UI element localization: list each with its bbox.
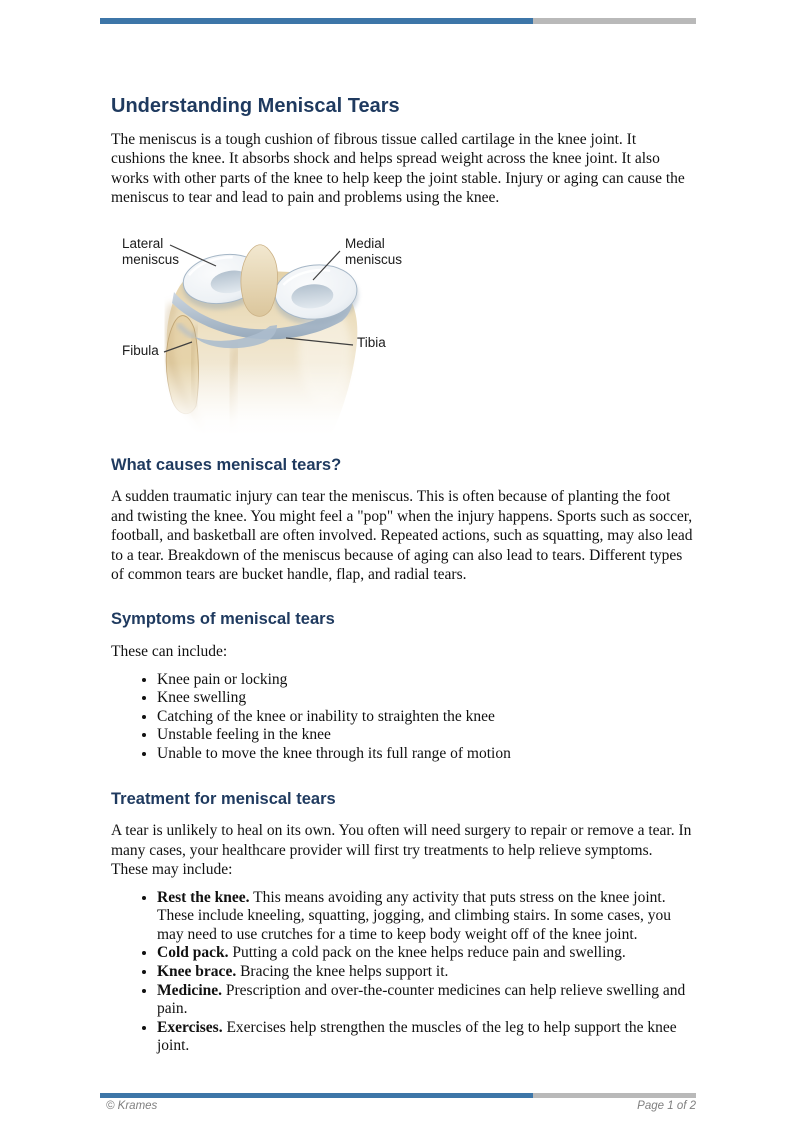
knee-anatomy-figure bbox=[100, 228, 682, 440]
figure-label-lateral-meniscus: Lateral meniscus bbox=[122, 235, 180, 267]
bullet-lead: Cold pack. bbox=[157, 944, 229, 962]
symptoms-list bbox=[111, 671, 693, 764]
intro-paragraph: The meniscus is a tough cushion of fibrous tissue called cartilage in the knee joint. It cushions the knee. It absorbs shock and helps spread weight across the knee joint. It also works with other parts of the knee to help keep the joint stable. Injury or aging can cause the meniscus to tear and lead to pain and problems using the knee. bbox=[111, 131, 685, 207]
bullet-text: Prescription and over-the-counter medicines can help relieve swelling and pain. bbox=[157, 981, 686, 1018]
list-item bbox=[157, 944, 693, 963]
list-item: • Catching of the knee or inability to straighten the knee bbox=[157, 708, 693, 727]
list-item bbox=[157, 1019, 693, 1056]
bullet-text: This means avoiding any activity that puts stress on the knee joint. These include kneeling, squatting, jogging, and climbing stairs. In some cases, you may need to use crutches for a time to keep body weight off of the knee joint. bbox=[157, 888, 671, 943]
list-item: • Unstable feeling in the knee bbox=[157, 726, 693, 745]
figure-label-medial-meniscus: Medial meniscus bbox=[345, 235, 403, 267]
bullet-lead: Rest the knee. bbox=[157, 888, 250, 906]
symptoms-lead: These can include: bbox=[111, 643, 228, 661]
footer-divider-blue-segment bbox=[100, 1093, 533, 1098]
list-item: • Knee swelling bbox=[157, 689, 693, 708]
section-heading-symptoms: Symptoms of meniscal tears bbox=[111, 610, 335, 629]
causes-paragraph: A sudden traumatic injury can tear the meniscus. This is often because of planting the foot and twisting the knee. You might feel a "pop" when the injury happens. Sports such as soccer, football, and basketball are often involved. Repeated actions, such as squatting, may also lead to a tear. Breakdown of the meniscus because of aging can also lead to tears. Different types of common tears are bucket handle, flap, and radial tears. bbox=[111, 488, 693, 584]
bullet-text: Bracing the knee helps support it. bbox=[240, 963, 449, 981]
list-item bbox=[157, 963, 693, 982]
list-item: • Knee pain or locking bbox=[157, 671, 693, 690]
bullet-text: Exercises help strengthen the muscles of the leg to help support the knee joint. bbox=[157, 1018, 677, 1055]
footer-divider-bar bbox=[100, 1093, 696, 1098]
bullet-lead: Medicine. bbox=[157, 981, 222, 999]
list-item bbox=[157, 982, 693, 1019]
document-content bbox=[111, 24, 693, 1056]
figure-label-tibia: Tibia bbox=[357, 334, 386, 350]
tibial-ridge-shape bbox=[241, 244, 278, 316]
list-item: • Unable to move the knee through its full range of motion bbox=[157, 745, 693, 764]
footer-page-number: Page 1 of 2 bbox=[637, 1100, 696, 1112]
figure-label-fibula: Fibula bbox=[122, 342, 159, 358]
footer bbox=[106, 1100, 696, 1112]
page-title: Understanding Meniscal Tears bbox=[111, 95, 400, 117]
section-heading-causes: What causes meniscal tears? bbox=[111, 455, 342, 474]
bullet-lead: Exercises. bbox=[157, 1018, 223, 1036]
list-item bbox=[157, 889, 693, 945]
treatment-list bbox=[111, 889, 693, 1056]
bullet-text: Putting a cold pack on the knee helps reduce pain and swelling. bbox=[232, 944, 626, 962]
treatment-paragraph: A tear is unlikely to heal on its own. You often will need surgery to repair or remove a tear. In many cases, your healthcare provider will first try treatments to help relieve symptoms. These may include: bbox=[111, 822, 692, 879]
bullet-lead: Knee brace. bbox=[157, 963, 237, 981]
footer-copyright: © Krames bbox=[106, 1100, 158, 1112]
section-heading-treatment: Treatment for meniscal tears bbox=[111, 789, 336, 808]
footer-divider-gray-segment bbox=[533, 1093, 696, 1098]
